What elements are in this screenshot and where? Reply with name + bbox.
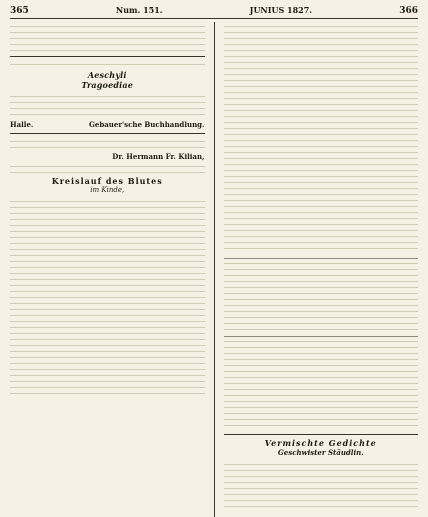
book-title: Aeschyli (87, 70, 127, 80)
page-header (10, 5, 418, 18)
header-rule (10, 18, 418, 19)
folio-left: 365 (10, 6, 29, 16)
issue-number: Num. 151. (115, 5, 163, 15)
illegible-text-block (224, 336, 419, 430)
left-column (10, 22, 205, 517)
illegible-text-block (10, 92, 205, 118)
book-author: Geschwister Stäudlin. (277, 448, 364, 457)
book-title: Tragoediae (81, 80, 134, 90)
column-divider (214, 22, 215, 517)
author-name: Dr. Hermann Fr. Kilian, (112, 152, 205, 161)
illegible-text-block (224, 258, 419, 332)
announcement-aeschylus (10, 56, 205, 129)
right-column (224, 22, 419, 517)
book-subtitle: im Kinde, (90, 186, 125, 194)
columns (10, 22, 418, 517)
illegible-text-block (10, 22, 205, 52)
illegible-text-block (10, 162, 205, 176)
folio-right: 366 (399, 6, 418, 16)
publisher: Gebauer'sche Buchhandlung. (88, 120, 205, 129)
illegible-text-block (224, 460, 419, 508)
announcement-kilian (10, 133, 205, 397)
illegible-text-block (224, 22, 419, 254)
illegible-text-block (10, 197, 205, 397)
announcement-staeudlin (224, 434, 419, 508)
publisher-line (10, 120, 205, 129)
book-title: Kreislauf des Blutes (51, 176, 163, 186)
illegible-text-block (10, 137, 205, 151)
city: Halle. (10, 120, 34, 129)
book-title: Vermischte Gedichte (264, 438, 377, 448)
issue-date: JUNIUS 1827. (249, 5, 313, 15)
illegible-text-block (10, 60, 205, 68)
